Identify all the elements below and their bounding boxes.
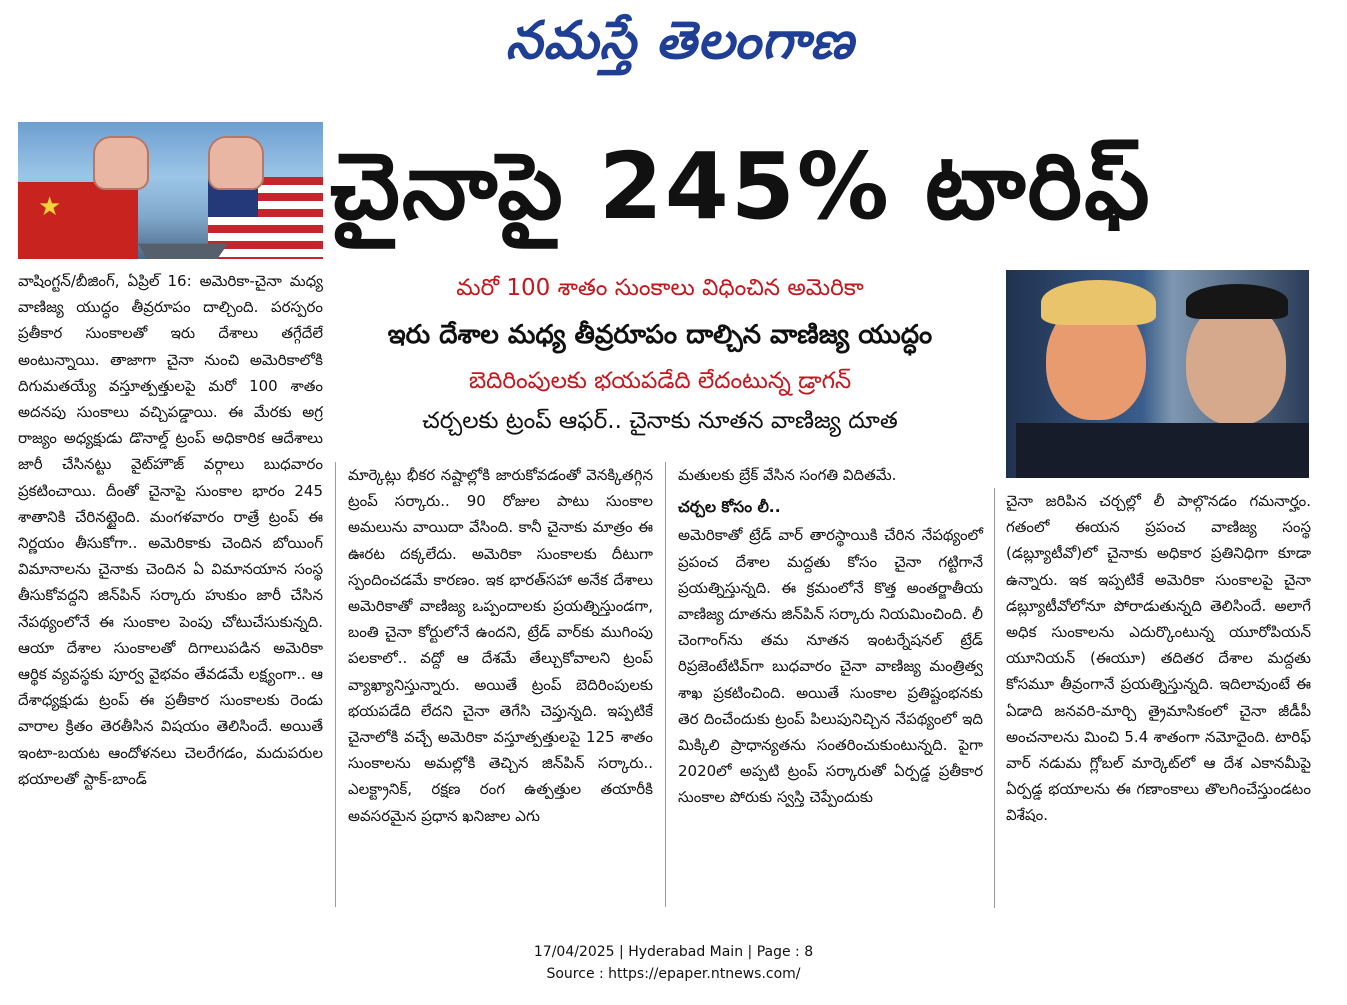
article-column-1 [18,268,323,792]
article-text: మార్కెట్లు భీకర నష్టాల్లోకి జారుకోవడంతో వెనక్కితగ్గిన ట్రంప్ సర్కారు.. 90 రోజుల పాటు సుంకాల అమలును వాయిదా వేసింది. కానీ చైనాకు మాత్రం ఈ ఊరట దక్కలేదు. అమెరికా సుంకాలకు దీటుగా స్పందించడమే కారణం. ఇక భారత్‌సహా అనేక దేశాలు అమెరికాతో వాణిజ్య ఒప్పందాలకు ప్రయత్నిస్తుండగా, బంతి చైనా కోర్టులోనే ఉందని, ట్రేడ్ వార్‌కు ముగింపు పలకాలో.. వద్దో ఆ దేశమే తేల్చుకోవాలని ట్రంప్ వ్యాఖ్యానిస్తున్నారు. అయితే ట్రంప్ బెదిరింపులకు భయపడేది లేదని చైనా తెగేసి చెప్తున్నది. ఇప్పటికే చైనాలోకి వచ్చే అమెరికా వస్తూత్పత్తులపై 125 శాతం సుంకాలను అమల్లోకి తెచ్చిన జిన్‌పిన్ సర్కారు.. ఎలక్ట్రానిక్, రక్షణ రంగ ఉత్పత్తుల తయారీకి అవసరమైన ప్రధాన ఖనిజాల ఎగు [348,466,653,825]
subheadline-1: మరో 100 శాతం సుంకాలు విధించిన అమెరికా [456,275,864,301]
subheadline-3: బెదిరింపులకు భయపడేది లేదంటున్న డ్రాగన్ [468,368,852,394]
article-text: అమెరికాతో ట్రేడ్ వార్ తారస్థాయికి చేరిన నేపథ్యంలో ప్రపంచ దేశాల మద్దతు కోసం చైనా గట్టిగానే ప్రయత్నిస్తున్నది. ఈ క్రమంలోనే కొత్త అంతర్జాతీయ వాణిజ్య దూతను జిన్‌పిన్ సర్కారు నియమించింది. లీ చెంగాంగ్‌ను తమ నూతన ఇంటర్నేషనల్ ట్రేడ్ రిప్రజెంటేటివ్‌గా బుధవారం చైనా వాణిజ్య మంత్రిత్వ శాఖ ప్రకటించింది. అయితే సుంకాల ప్రతిష్టంభనకు తెర దించేందుకు ట్రంప్ పిలుపునిచ్చిన నేపథ్యంలో ఇది మిక్కిలి ప్రాధాన్యతను సంతరించుకుంటున్నది. పైగా 2020లో అప్పటి ట్రంప్ సర్కారుతో ఏర్పడ్డ ప్రతీకార సుంకాల పోరుకు స్వస్తి చెప్పేందుకు [678,526,983,807]
subheadline-4: చర్చలకు ట్రంప్ ఆఫర్.. చైనాకు నూతన వాణిజ్య దూత [422,408,898,434]
fist-icon [93,136,149,190]
trade-war-illustration [18,122,323,259]
leaders-photo [1006,270,1309,478]
article-column-2 [348,462,653,829]
article-text: చైనా జరిపిన చర్చల్లో లీ పాల్గొనడం గమనార్హం. గతంలో ఈయన ప్రపంచ వాణిజ్య సంస్థ (డబ్ల్యూటీవో)లో చైనాకు అధికార ప్రతినిధిగా కూడా ఉన్నారు. ఇక ఇప్పటికే అమెరికా సుంకాలపై చైనా డబ్ల్యూటీవోలోనూ పోరాడుతున్నది తెలిసిందే. అలాగే అధిక సుంకాలను ఎదుర్కొంటున్న యూరోపియన్ యూనియన్ (ఈయూ) తదితర దేశాల మద్దతు కోసమూ తీవ్రంగానే ప్రయత్నిస్తున్నది. ఇదిలావుంటే ఈ ఏడాది జనవరి-మార్చి త్రైమాసికంలో చైనా జీడీపీ అంచనాలను మించి 5.4 శాతంగా నమోదైంది. టారిఫ్ వార్ నడుమ గ్లోబల్ మార్కెట్‌లో ఆ దేశ ఎకానమీపై ఏర్పడ్డ భయాలను ఈ గణాంకాలు తొలగించేస్తుండటం విశేషం. [1006,492,1311,825]
column-divider [335,462,336,907]
subheadline-2: ఇరు దేశాల మధ్య తీవ్రరూపం దాల్చిన వాణిజ్య యుద్ధం [387,320,933,350]
masthead-logo: నమస్తే తెలంగాణ [505,10,855,71]
edition-info: 17/04/2025 | Hyderabad Main | Page : 8 [533,944,814,960]
article-column-4 [1006,488,1311,829]
page-headline: చైనాపై 245% టారిఫ్ [330,133,1152,240]
article-text: మతులకు బ్రేక్ వేసిన సంగతి విదితమే. [678,466,897,484]
section-subhead: చర్చల కోసం లీ.. [678,498,781,517]
column-divider [994,488,995,908]
source-link[interactable]: Source : https://epaper.ntnews.com/ [546,966,801,982]
column-divider [665,462,666,907]
fist-icon [208,136,264,190]
article-column-3 [678,462,983,811]
article-text: వాషింగ్టన్/బీజింగ్, ఏప్రిల్ 16: అమెరికా-చైనా మధ్య వాణిజ్య యుద్ధం తీవ్రరూపం దాల్చింది. పరస్పరం ప్రతీకార సుంకాలతో ఇరు దేశాలు తగ్గేదేలే అంటున్నాయి. తాజాగా చైనా నుంచి అమెరికాలోకి దిగుమతయ్యే వస్తూత్పత్తులపై మరో 100 శాతం అదనపు సుంకాలు వచ్చిపడ్డాయి. ఈ మేరకు అగ్ర రాజ్యం అధ్యక్షుడు డొనాల్డ్ ట్రంప్ అధికారిక ఆదేశాలు జారీ చేసినట్టు వైట్‌హౌజ్ వర్గాలు బుధవారం ప్రకటించాయి. దీంతో చైనాపై సుంకాల భారం 245 శాతానికి చేరినట్టైంది. మంగళవారం రాత్రే ట్రంప్ ఈ నిర్ణయం తీసుకోగా.. అమెరికాకు చెందిన బోయింగ్ విమానాలను చైనాకు చెందిన ఏ విమానయాన సంస్థ తీసుకోవద్దని జిన్‌పిన్ సర్కారు హుకుం జారీ చేసిన నేపథ్యంలోనే ఈ సుంకాల పెంపు చోటుచేసుకున్నది. ఆయా దేశాల సుంకాలతో దిగాలుపడిన అమెరికా ఆర్థిక వ్యవస్థకు పూర్వ వైభవం తేవడమే లక్ష్యంగా.. ఆ దేశాధ్యక్షుడు ట్రంప్ ఈ ప్రతీకార సుంకాలకు రెండు వారాల క్రితం తెరతీసిన విషయం తెలిసిందే. అయితే ఇంటా-బయట ఆందోళనలు చెలరేగడం, మదుపరుల భయాలతో స్టాక్-బాండ్ [18,272,323,788]
china-flag-graphic [18,182,138,259]
